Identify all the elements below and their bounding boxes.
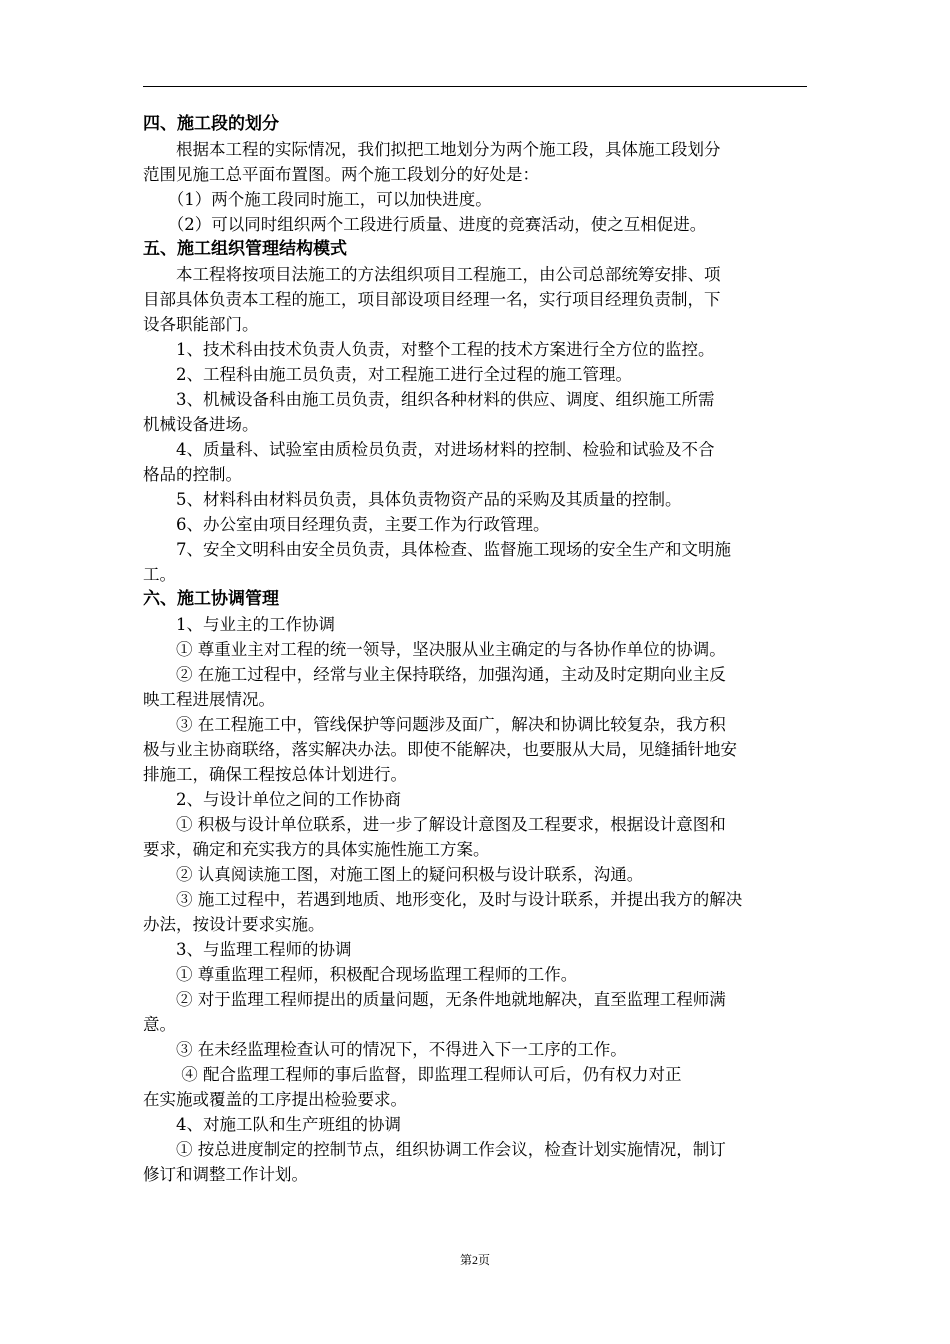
paragraph-line: 本工程将按项目法施工的方法组织项目工程施工，由公司总部统筹安排、项	[143, 265, 721, 284]
section-heading-5: 五、施工组织管理结构模式	[143, 239, 347, 259]
paragraph-line: ③ 施工过程中，若遇到地质、地形变化，及时与设计联系，并提出我方的解决	[143, 890, 743, 909]
paragraph-line: ② 对于监理工程师提出的质量问题，无条件地就地解决，直至监理工程师满	[143, 990, 726, 1009]
section-heading-6: 六、施工协调管理	[143, 589, 279, 609]
paragraph-line: 机械设备进场。	[143, 415, 259, 434]
paragraph-line: 3、机械设备科由施工员负责，组织各种材料的供应、调度、组织施工所需	[143, 390, 715, 409]
paragraph-line: （1）两个施工段同时施工，可以加快进度。	[143, 190, 492, 209]
paragraph-line: 极与业主协商联络，落实解决办法。即使不能解决，也要服从大局，见缝插针地安	[143, 740, 737, 759]
paragraph-line: ① 尊重业主对工程的统一领导，坚决服从业主确定的与各协作单位的协调。	[143, 640, 726, 659]
paragraph-line: ① 按总进度制定的控制节点，组织协调工作会议，检查计划实施情况，制订	[143, 1140, 726, 1159]
paragraph-line: ③ 在未经监理检查认可的情况下，不得进入下一工序的工作。	[143, 1040, 627, 1059]
paragraph-line: 2、与设计单位之间的工作协商	[143, 790, 401, 809]
paragraph-line: 1、与业主的工作协调	[143, 615, 335, 634]
paragraph-line: 办法，按设计要求实施。	[143, 915, 325, 934]
paragraph-line: 修订和调整工作计划。	[143, 1165, 308, 1184]
paragraph-line: 6、办公室由项目经理负责，主要工作为行政管理。	[143, 515, 550, 534]
paragraph-line: 3、与监理工程师的协调	[143, 940, 352, 959]
paragraph-line: 2、工程科由施工员负责，对工程施工进行全过程的施工管理。	[143, 365, 632, 384]
paragraph-line: 范围见施工总平面布置图。两个施工段划分的好处是：	[143, 165, 539, 184]
paragraph-line: 设各职能部门。	[143, 315, 259, 334]
document-body	[143, 112, 809, 1187]
paragraph-line: ③ 在工程施工中，管线保护等问题涉及面广，解决和协调比较复杂，我方积	[143, 715, 726, 734]
paragraph-line: 排施工，确保工程按总体计划进行。	[143, 765, 407, 784]
paragraph-line: 要求，确定和充实我方的具体实施性施工方案。	[143, 840, 490, 859]
paragraph-line: 映工程进展情况。	[143, 690, 275, 709]
paragraph-line: 根据本工程的实际情况，我们拟把工地划分为两个施工段，具体施工段划分	[143, 140, 721, 159]
header-rule	[143, 86, 807, 87]
paragraph-line: 在实施或覆盖的工序提出检验要求。	[143, 1090, 407, 1109]
paragraph-line: 4、对施工队和生产班组的协调	[143, 1115, 401, 1134]
paragraph-line: 5、材料科由材料员负责，具体负责物资产品的采购及其质量的控制。	[143, 490, 682, 509]
paragraph-line: 格品的控制。	[143, 465, 242, 484]
paragraph-line: 工。	[143, 565, 176, 584]
page-number: 第2页	[459, 1253, 490, 1267]
paragraph-line: ② 在施工过程中，经常与业主保持联络，加强沟通，主动及时定期向业主反	[143, 665, 726, 684]
paragraph-line: ① 尊重监理工程师，积极配合现场监理工程师的工作。	[143, 965, 578, 984]
section-heading-4: 四、施工段的划分	[143, 114, 279, 134]
section-4-body	[143, 137, 809, 237]
paragraph-line: 目部具体负责本工程的施工，项目部设项目经理一名，实行项目经理负责制，下	[143, 290, 721, 309]
section-6-body	[143, 612, 809, 1187]
paragraph-line: 7、安全文明科由安全员负责，具体检查、监督施工现场的安全生产和文明施	[143, 540, 731, 559]
paragraph-line: 1、技术科由技术负责人负责，对整个工程的技术方案进行全方位的监控。	[143, 340, 715, 359]
paragraph-line: 4、质量科、试验室由质检员负责，对进场材料的控制、检验和试验及不合	[143, 440, 715, 459]
section-5-body	[143, 262, 809, 587]
paragraph-line: 意。	[143, 1015, 176, 1034]
paragraph-line: ② 认真阅读施工图，对施工图上的疑问积极与设计联系，沟通。	[143, 865, 644, 884]
paragraph-line: ① 积极与设计单位联系，进一步了解设计意图及工程要求，根据设计意图和	[143, 815, 726, 834]
paragraph-line: ④ 配合监理工程师的事后监督，即监理工程师认可后，仍有权力对正	[143, 1065, 682, 1084]
paragraph-line: （2）可以同时组织两个工段进行质量、进度的竞赛活动，使之互相促进。	[143, 215, 707, 234]
